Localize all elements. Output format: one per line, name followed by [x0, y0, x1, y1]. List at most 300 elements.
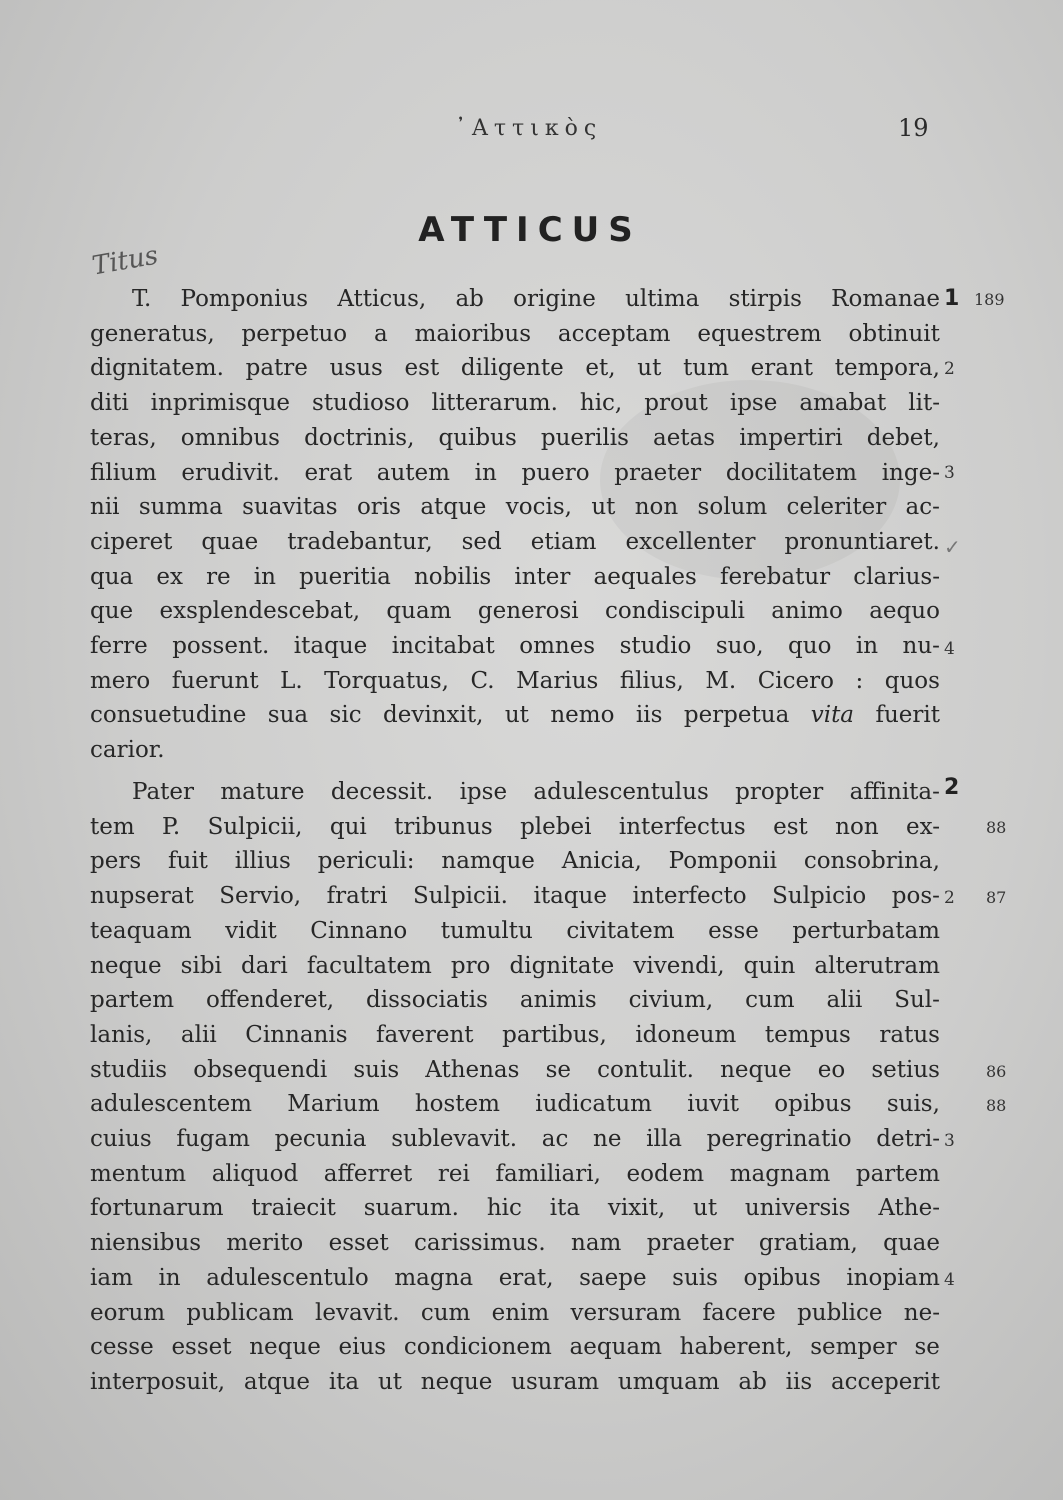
word: opibus: [743, 1264, 821, 1291]
word: mature: [220, 779, 305, 805]
text-line: [90, 1296, 940, 1330]
word: ipse: [729, 390, 778, 417]
word: Pomponius: [180, 286, 309, 312]
word: non: [634, 494, 679, 521]
word: Cicero: [757, 667, 834, 694]
word: dissociatis: [366, 987, 488, 1014]
word: qui: [329, 813, 367, 840]
word: quin: [743, 952, 796, 979]
text-line: [90, 1122, 940, 1156]
word: Cinnanis: [245, 1021, 348, 1048]
word: vidit: [225, 917, 277, 944]
text-line: [90, 733, 940, 767]
word: M.: [705, 667, 737, 694]
text-line: [90, 983, 940, 1017]
word: Sulpicii,: [207, 813, 303, 840]
word: devinxit,: [383, 702, 484, 729]
word: P.: [162, 813, 181, 840]
word: partem: [855, 1160, 940, 1187]
word: alii: [180, 1021, 217, 1048]
word: eo: [817, 1056, 846, 1083]
word: nemo: [550, 702, 615, 729]
word: publicam: [186, 1299, 294, 1326]
word: acceperit: [830, 1368, 940, 1395]
text-line: [90, 914, 940, 948]
word: usus: [329, 355, 383, 382]
word: maioribus: [414, 320, 532, 347]
word: plebei: [520, 813, 592, 840]
margin-year: 88: [986, 818, 1007, 837]
word: obsequendi: [193, 1056, 328, 1083]
word: adulescentulus: [533, 779, 709, 805]
word: re: [206, 563, 231, 590]
word: tumultu: [440, 917, 533, 944]
word: studioso: [312, 390, 410, 417]
text-line: [90, 1157, 940, 1191]
word: eorum: [90, 1299, 166, 1326]
word: nupserat: [90, 883, 194, 910]
word: tradebantur,: [287, 528, 433, 555]
running-head: [0, 116, 1063, 146]
word: qua: [90, 563, 134, 590]
word: ab: [455, 286, 484, 312]
margin-year: 189: [974, 290, 1005, 309]
word: clarius-: [853, 563, 940, 590]
text-line: [132, 775, 940, 809]
word: etiam: [530, 528, 597, 555]
word: itaque: [533, 883, 607, 910]
word: debet,: [866, 424, 940, 451]
word: suavitas: [242, 494, 338, 521]
word: nii: [90, 494, 120, 521]
word: aliquod: [211, 1160, 299, 1187]
word: cesse: [90, 1334, 154, 1361]
word: hic,: [579, 390, 623, 417]
word: fratri: [326, 883, 388, 910]
word: Sulpicii.: [413, 883, 508, 910]
word: affinita-: [849, 779, 940, 805]
word: consobrina,: [803, 848, 940, 875]
word: et,: [585, 355, 616, 382]
word: faverent: [376, 1021, 474, 1048]
word: est: [773, 813, 808, 840]
text-line: [90, 421, 940, 455]
word: mero: [90, 667, 151, 694]
word: pos-: [891, 883, 940, 910]
word: lit-: [908, 390, 940, 417]
word: omnibus: [180, 424, 280, 451]
word: cuius: [90, 1126, 152, 1152]
margin-subsection-number: 2: [944, 359, 955, 379]
word: oris: [356, 494, 401, 521]
text-line: [90, 1053, 940, 1087]
word: perturbatam: [792, 917, 940, 944]
word: filium: [90, 459, 157, 486]
text-line: [90, 664, 940, 698]
word: usuram: [511, 1368, 600, 1395]
word: perpetuo: [241, 320, 348, 347]
word: hic: [486, 1195, 522, 1222]
word: atque: [243, 1368, 311, 1395]
text-line: [90, 879, 940, 913]
word: dignitate: [509, 952, 615, 979]
word: detri-: [876, 1126, 940, 1152]
word: gratiam,: [758, 1230, 858, 1257]
word: mentum: [90, 1160, 187, 1187]
word: ita: [549, 1195, 581, 1222]
word: traiecit: [251, 1195, 336, 1222]
word: neque: [249, 1334, 321, 1361]
word: puerilis: [540, 424, 629, 451]
word: exsplendescebat,: [159, 598, 361, 625]
word: interposuit,: [90, 1368, 226, 1395]
word: ut: [591, 494, 616, 521]
word: suo,: [715, 633, 764, 659]
margin-section-number: 1: [944, 286, 960, 311]
word: periculi:: [317, 848, 415, 875]
word: fuerunt: [171, 667, 259, 694]
word: litterarum.: [431, 390, 558, 417]
word: ac-: [905, 494, 940, 521]
word: dignitatem.: [90, 355, 224, 382]
word: inter: [514, 563, 571, 590]
word: esset: [328, 1230, 389, 1257]
word: partibus,: [502, 1021, 607, 1048]
word: fortunarum: [90, 1195, 224, 1222]
word: versuram: [570, 1299, 682, 1326]
word: generosi: [477, 598, 579, 625]
word: publice: [797, 1299, 883, 1326]
word: idoneum: [635, 1021, 737, 1048]
word: ut: [377, 1368, 402, 1395]
word: carior.: [90, 737, 165, 764]
text-line: [90, 1365, 940, 1399]
word: Marius: [516, 667, 599, 694]
word: magna: [394, 1264, 474, 1291]
word: generatus,: [90, 320, 215, 347]
text-line: [90, 698, 940, 732]
word: lanis,: [90, 1021, 153, 1048]
word: civium,: [628, 987, 714, 1014]
word: studiis: [90, 1056, 168, 1083]
word: doctrinis,: [304, 424, 415, 451]
word: omnes: [519, 633, 596, 659]
word: tribunus: [394, 813, 493, 840]
word: facultatem: [306, 952, 432, 979]
margin-section-number: 2: [944, 775, 960, 800]
word: C.: [470, 667, 495, 694]
italic-word: vita: [810, 702, 855, 729]
word: iis: [635, 702, 663, 729]
word: Anicia,: [561, 848, 642, 875]
word: Pomponii: [668, 848, 777, 875]
word: Athe-: [878, 1195, 940, 1222]
word: erudivit.: [181, 459, 280, 486]
word: incitabat: [391, 633, 495, 659]
word: tum: [683, 355, 729, 382]
text-line: [90, 560, 940, 594]
text-line: [90, 456, 940, 490]
word: nu-: [902, 633, 940, 659]
word: alii: [826, 987, 863, 1014]
word: propter: [735, 779, 824, 805]
word: vixit,: [607, 1195, 666, 1222]
word: L.: [280, 667, 303, 694]
word: patre: [245, 355, 308, 382]
text-line: [90, 810, 940, 844]
word: pronuntiaret.: [784, 528, 940, 555]
word: iuvit: [687, 1091, 739, 1118]
text-line: [90, 629, 940, 663]
word: offenderet,: [206, 987, 335, 1014]
word: sibi: [180, 952, 222, 979]
word: suis: [672, 1264, 718, 1291]
word: teras,: [90, 424, 157, 451]
word: levavit.: [314, 1299, 400, 1326]
word: esse: [708, 917, 759, 944]
word: se: [545, 1056, 571, 1083]
word: opibus: [774, 1091, 852, 1118]
word: ultima: [625, 286, 700, 312]
word: nam: [571, 1230, 622, 1257]
word: fuerit: [875, 702, 940, 729]
word: peregrinatio: [706, 1126, 852, 1152]
word: sublevavit.: [391, 1126, 518, 1152]
word: inopiam: [846, 1264, 940, 1291]
word: perpetua: [683, 702, 790, 729]
margin-year: 87: [986, 888, 1007, 907]
word: studio: [619, 633, 692, 659]
word: Atticus,: [337, 286, 427, 312]
word: suis: [353, 1056, 400, 1083]
word: erat,: [498, 1264, 554, 1291]
word: eodem: [626, 1160, 705, 1187]
word: in: [158, 1264, 181, 1291]
word: nobilis: [413, 563, 492, 590]
text-line: [90, 525, 940, 559]
word: diti: [90, 390, 129, 417]
word: suarum.: [363, 1195, 459, 1222]
word: amabat: [799, 390, 887, 417]
word: Marium: [287, 1091, 380, 1118]
word: ferebatur: [719, 563, 831, 590]
word: equestrem: [697, 320, 822, 347]
word: :: [855, 667, 864, 694]
word: ferre: [90, 633, 148, 659]
word: illa: [646, 1126, 682, 1152]
word: aetas: [652, 424, 716, 451]
handwritten-annotation: Titus: [89, 240, 161, 282]
word: ut: [693, 1195, 718, 1222]
word: fuit: [168, 848, 208, 875]
word: praeter: [614, 459, 702, 486]
word: praeter: [646, 1230, 734, 1257]
word: Romanae: [831, 286, 940, 312]
word: autem: [376, 459, 450, 486]
word: Sul-: [894, 987, 940, 1014]
word: aequam: [569, 1334, 662, 1361]
word: civitatem: [566, 917, 675, 944]
word: esset: [171, 1334, 232, 1361]
word: ipse: [459, 779, 508, 805]
word: tempus: [764, 1021, 851, 1048]
word: puero: [521, 459, 590, 486]
word: ex-: [906, 813, 940, 840]
word: alterutram: [814, 952, 940, 979]
word: Athenas: [425, 1056, 520, 1083]
word: pers: [90, 848, 142, 875]
margin-year: 86: [986, 1062, 1007, 1081]
text-line: [132, 282, 940, 316]
pencil-check-mark: ✓: [944, 535, 961, 559]
word: hostem: [414, 1091, 500, 1118]
text-line: [90, 594, 940, 628]
word: Sulpicio: [772, 883, 867, 910]
page-number: 19: [898, 114, 929, 142]
word: consuetudine: [90, 702, 247, 729]
word: animis: [519, 987, 597, 1014]
text-line: [90, 949, 940, 983]
word: vocis,: [505, 494, 572, 521]
word: erant: [750, 355, 814, 382]
word: decessit.: [330, 779, 434, 805]
word: semper: [810, 1334, 897, 1361]
word: ita: [328, 1368, 360, 1395]
word: celeriter: [786, 494, 887, 521]
word: animo: [771, 598, 843, 625]
word: neque: [420, 1368, 493, 1395]
margin-subsection-number: 2: [944, 888, 955, 908]
word: dari: [240, 952, 288, 979]
word: vivendi,: [633, 952, 725, 979]
word: docilitatem: [725, 459, 857, 486]
word: interfectus: [618, 813, 746, 840]
word: possent.: [172, 633, 270, 659]
word: adulescentem: [90, 1091, 252, 1118]
word: sua: [267, 702, 309, 729]
word: pecunia: [274, 1126, 367, 1152]
word: tempora,: [834, 355, 940, 382]
word: impertiri: [739, 424, 843, 451]
word: carissimus.: [414, 1230, 546, 1257]
text-line: [90, 844, 940, 878]
word: obtinuit: [848, 320, 940, 347]
word: se: [914, 1334, 940, 1361]
word: que: [90, 598, 134, 625]
word: namque: [441, 848, 535, 875]
word: summa: [138, 494, 223, 521]
word: eius: [338, 1334, 387, 1361]
word: ne: [593, 1126, 622, 1152]
word: Cinnano: [310, 917, 408, 944]
word: quae: [201, 528, 259, 555]
word: erat: [304, 459, 353, 486]
word: iam: [90, 1264, 133, 1291]
word: condiscipuli: [605, 598, 745, 625]
word: inprimisque: [150, 390, 291, 417]
word: setius: [871, 1056, 940, 1083]
word: condicionem: [403, 1334, 552, 1361]
word: partem: [90, 987, 175, 1014]
word: sed: [461, 528, 502, 555]
word: quos: [884, 667, 940, 694]
word: itaque: [293, 633, 368, 659]
word: fugam: [176, 1126, 250, 1152]
word: filius,: [619, 667, 684, 694]
word: Servio,: [219, 883, 302, 910]
word: cum: [745, 987, 795, 1014]
chapter-title: ATTICUS: [418, 210, 642, 250]
word: saepe: [579, 1264, 647, 1291]
word: niensibus: [90, 1230, 202, 1257]
word: acceptam: [557, 320, 671, 347]
word: solum: [697, 494, 768, 521]
word: cum: [420, 1299, 471, 1326]
word: interfecto: [632, 883, 747, 910]
word: diligente: [460, 355, 564, 382]
word: enim: [491, 1299, 550, 1326]
word: familiari,: [495, 1160, 601, 1187]
word: origine: [513, 286, 596, 312]
word: non: [835, 813, 879, 840]
word: neque: [720, 1056, 792, 1083]
margin-subsection-number: 4: [944, 639, 955, 659]
word: facere: [702, 1299, 776, 1326]
word: ratus: [879, 1021, 940, 1048]
text-line: [90, 351, 940, 385]
word: iis: [785, 1368, 813, 1395]
word: aequo: [869, 598, 940, 625]
word: haberent,: [679, 1334, 793, 1361]
word: teaquam: [90, 917, 192, 944]
word: tem: [90, 813, 135, 840]
word: ne-: [903, 1299, 940, 1326]
word: ut: [504, 702, 529, 729]
word: Torquatus,: [324, 667, 449, 694]
word: ut: [637, 355, 662, 382]
margin-year: 88: [986, 1096, 1007, 1115]
word: stirpis: [728, 286, 802, 312]
word: illius: [234, 848, 291, 875]
word: umquam: [617, 1368, 720, 1395]
text-line: [90, 1261, 940, 1295]
text-line: [90, 1018, 940, 1052]
text-line: [90, 1226, 940, 1260]
word: ex: [156, 563, 183, 590]
margin-subsection-number: 3: [944, 463, 955, 483]
running-title: ᾿Αττικὸς: [455, 116, 603, 141]
word: universis: [744, 1195, 851, 1222]
word: a: [374, 320, 388, 347]
word: suis,: [886, 1091, 940, 1118]
text-line: [90, 1191, 940, 1225]
word: excellenter: [625, 528, 756, 555]
word: est: [404, 355, 440, 382]
text-line: [90, 490, 940, 524]
word: adulescentulo: [206, 1264, 369, 1291]
margin-subsection-number: 3: [944, 1131, 955, 1151]
word: in: [253, 563, 276, 590]
word: sic: [329, 702, 362, 729]
text-line: [90, 317, 940, 351]
word: in: [474, 459, 497, 486]
word: T.: [132, 286, 152, 312]
text-line: [90, 1330, 940, 1364]
word: Pater: [132, 779, 195, 805]
word: ab: [738, 1368, 767, 1395]
word: afferret: [323, 1160, 413, 1187]
word: merito: [226, 1230, 304, 1257]
